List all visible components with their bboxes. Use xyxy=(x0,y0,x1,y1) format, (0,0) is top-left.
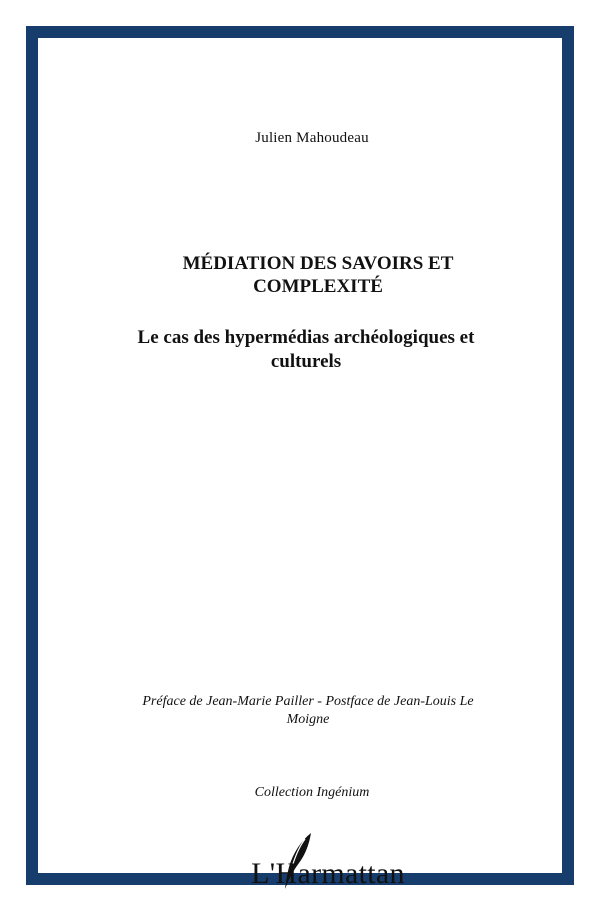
book-subtitle-line-1: Le cas des hypermédias archéologiques et xyxy=(137,327,475,348)
author-name: Julien Mahoudeau xyxy=(255,130,369,146)
publisher-logo-text: L'Harmattan xyxy=(251,857,405,890)
book-subtitle xyxy=(76,326,536,374)
preface-credits xyxy=(78,693,538,729)
book-title-line-1: MÉDIATION DES SAVOIRS ET xyxy=(182,253,454,274)
collection-name: Collection Ingénium xyxy=(254,785,370,800)
preface-credits-line-1: Préface de Jean-Marie Pailler - Postface de Jean-Louis Le xyxy=(142,694,474,709)
cover-frame xyxy=(26,26,574,890)
publisher-logo xyxy=(228,831,428,893)
preface-credits-line-2: Moigne xyxy=(286,712,330,727)
book-title xyxy=(126,252,510,298)
book-subtitle-line-2: culturels xyxy=(270,351,342,372)
book-title-line-2: COMPLEXITÉ xyxy=(253,276,383,297)
